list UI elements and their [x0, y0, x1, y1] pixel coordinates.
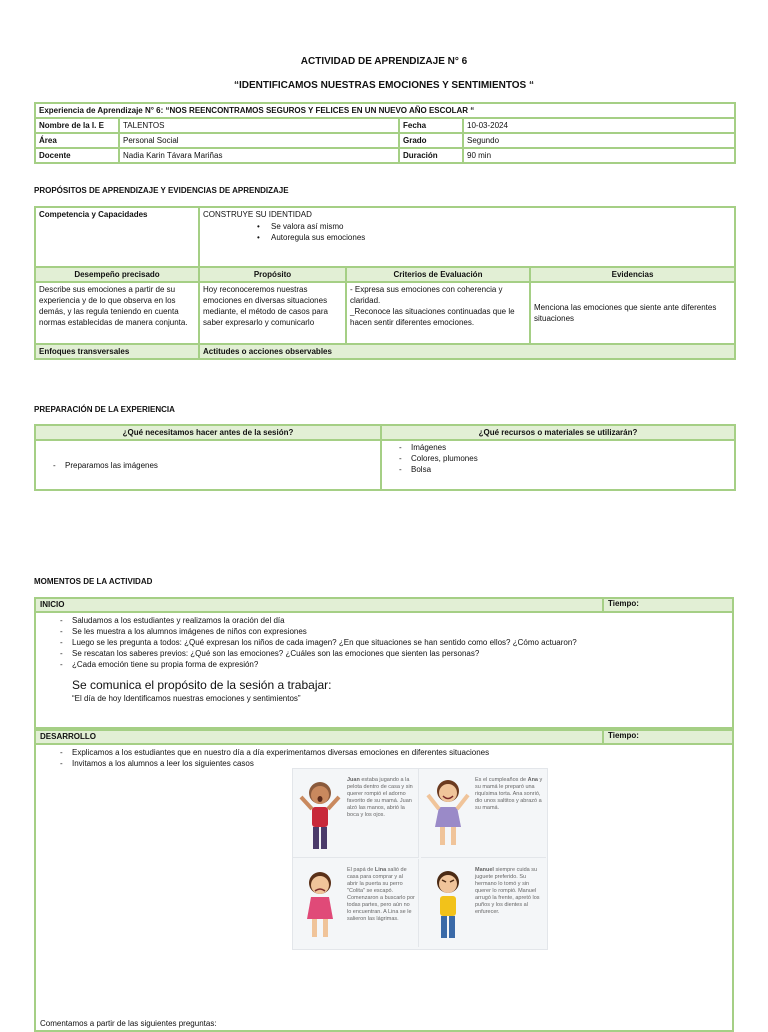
case-name: Ana	[527, 777, 538, 783]
sad-girl-icon	[297, 867, 343, 943]
competencia-label: Competencia y Capacidades	[35, 207, 199, 267]
case-body: estaba jugando a la pelota dentro de casa y sin querer rompió el adorno favorito de su mamá. Juan alzó las manos, abrió la boca y los ojos.	[347, 777, 413, 818]
docente-value: Nadia Karin Távara Mariñas	[119, 148, 399, 163]
criterios-cell	[346, 282, 530, 344]
propositos-section-title: PROPÓSITOS DE APRENDIZAJE Y EVIDENCIAS DE APRENDIZAJE	[34, 186, 289, 195]
fecha-value: 10-03-2024	[463, 118, 735, 133]
list-item: - Imágenes	[411, 442, 731, 453]
evidencias-cell: Menciona las emociones que siente ante diferentes situaciones	[530, 282, 735, 344]
case-manuel	[421, 859, 546, 947]
desarrollo-header	[34, 729, 734, 745]
inicio-label: INICIO	[40, 600, 65, 609]
list-item: • Se valora así mismo	[257, 221, 731, 232]
case-body: salió de casa para comprar y al abrir la puerta su perro "Colita" se escapó. Comenzaron a buscarlo por todas partes, pero aún no lo encuentran. A Lina se le salieron las lágrimas.	[347, 867, 415, 922]
case-body: y su mamá le preparó una riquísima torta. Ana sonrió, dio unos saltitos y abrazó a su mamá.	[475, 777, 543, 811]
experiencia-cell: Experiencia de Aprendizaje N° 6: “NOS REENCONTRAMOS SEGUROS Y FELICES EN UN NUEVO AÑO ESCOLAR “	[35, 103, 735, 118]
case-ana	[421, 769, 546, 858]
inicio-block	[34, 597, 734, 729]
desempeno-header: Desempeño precisado	[35, 267, 199, 282]
case-text	[347, 867, 415, 923]
desarrollo-list	[36, 745, 732, 769]
activity-subtitle: “IDENTIFICAMOS NUESTRAS EMOCIONES Y SENTIMIENTOS “	[233, 80, 535, 91]
preparacion-section-title: PREPARACIÓN DE LA EXPERIENCIA	[34, 405, 175, 414]
recursos-header: ¿Qué recursos o materiales se utilizarán?	[381, 425, 735, 440]
case-text	[475, 777, 543, 812]
grado-label: Grado	[399, 133, 463, 148]
evidencias-header: Evidencias	[530, 267, 735, 282]
enfoques-label: Enfoques transversales	[35, 344, 199, 359]
list-item: - Preparamos las imágenes	[65, 460, 377, 471]
surprised-boy-icon	[297, 777, 343, 853]
list-item: - Se les muestra a los alumnos imágenes de niños con expresiones	[72, 626, 732, 637]
list-item: - Invitamos a los alumnos a leer los siguientes casos	[72, 758, 732, 769]
recursos-list	[385, 442, 731, 475]
recursos-cell	[381, 440, 735, 490]
cases-illustration	[292, 768, 548, 950]
area-label: Área	[35, 133, 119, 148]
case-body: siempre cuida su juguete preferido. Su hermano lo tomó y sin querer lo rompió. Manuel arrugó la frente, apretó los puños y los dientes al enfurecer.	[475, 867, 540, 915]
proposito-header: Propósito	[199, 267, 346, 282]
antes-header: ¿Qué necesitamos hacer antes de la sesión?	[35, 425, 381, 440]
case-prefix: El papá de	[347, 867, 375, 873]
case-name: Juan	[347, 777, 360, 783]
list-item: • Autoregula sus emociones	[257, 232, 731, 243]
proposito-comunica: Se comunica el propósito de la sesión a trabajar:	[72, 678, 332, 692]
momentos-section-title: MOMENTOS DE LA ACTIVIDAD	[34, 577, 153, 586]
criterios-header: Criterios de Evaluación	[346, 267, 530, 282]
activity-title: ACTIVIDAD DE APRENDIZAJE N° 6	[300, 56, 468, 67]
info-table	[34, 102, 736, 164]
preparacion-table	[34, 424, 736, 491]
duracion-label: Duración	[399, 148, 463, 163]
list-item: - Saludamos a los estudiantes y realizamos la oración del día	[72, 615, 732, 626]
angry-boy-icon	[425, 867, 471, 943]
actitudes-label: Actitudes o acciones observables	[199, 344, 735, 359]
inicio-header	[34, 597, 734, 613]
list-item: - ¿Cada emoción tiene su propia forma de expresión?	[72, 659, 732, 670]
inicio-list	[36, 613, 732, 670]
proposito-cell: Hoy reconoceremos nuestras emociones en diversas situaciones mediante, el método de casos para saber expresarlo y comunicarlo	[199, 282, 346, 344]
case-name: Manuel	[475, 867, 494, 873]
area-value: Personal Social	[119, 133, 399, 148]
list-item: - Colores, plumones	[411, 453, 731, 464]
desarrollo-label: DESARROLLO	[40, 732, 96, 741]
list-item: - Luego se les pregunta a todos: ¿Qué expresan los niños de cada imagen? ¿En que situaciones se han sentido como ellos? ¿Cómo actuaron?	[72, 637, 732, 648]
ie-value: TALENTOS	[119, 118, 399, 133]
propositos-table	[34, 206, 736, 360]
antes-cell	[35, 440, 381, 490]
comentamos-text: Comentamos a partir de las siguientes preguntas:	[40, 1019, 217, 1028]
inicio-tiempo: Tiempo:	[602, 597, 639, 611]
antes-list	[39, 460, 377, 471]
desempeno-cell: Describe sus emociones a partir de su experiencia y de lo que observa en los demás, y las regula teniendo en cuenta normas establecidas de manera conjunta.	[35, 282, 199, 344]
competencia-cell	[199, 207, 735, 267]
proposito-texto: “El día de hoy Identificamos nuestras emociones y sentimientos”	[72, 694, 301, 703]
desarrollo-tiempo: Tiempo:	[602, 729, 639, 743]
competencia-title: CONSTRUYE SU IDENTIDAD	[203, 210, 312, 219]
fecha-label: Fecha	[399, 118, 463, 133]
capacidades-list	[257, 221, 731, 243]
case-name: Lina	[374, 867, 387, 873]
ie-label: Nombre de la I. E	[35, 118, 119, 133]
case-prefix: Es el cumpleaños de	[475, 777, 528, 783]
list-item: - Se rescatan los saberes previos: ¿Qué son las emociones? ¿Cuáles son las emociones que sienten las personas?	[72, 648, 732, 659]
case-text	[347, 777, 415, 819]
criterio-1: - Expresa sus emociones con coherencia y claridad.	[350, 285, 503, 305]
happy-girl-icon	[425, 777, 471, 853]
docente-label: Docente	[35, 148, 119, 163]
case-juan	[293, 769, 419, 858]
criterio-2: _Reconoce las situaciones continuadas que le hacen sentir diferentes emociones.	[350, 307, 515, 327]
grado-value: Segundo	[463, 133, 735, 148]
duracion-value: 90 min	[463, 148, 735, 163]
case-lina	[293, 859, 419, 947]
list-item: - Bolsa	[411, 464, 731, 475]
case-text	[475, 867, 543, 916]
inicio-body	[34, 613, 734, 729]
list-item: - Explicamos a los estudiantes que en nuestro día a día experimentamos diversas emociones en diferentes situaciones	[72, 747, 732, 758]
